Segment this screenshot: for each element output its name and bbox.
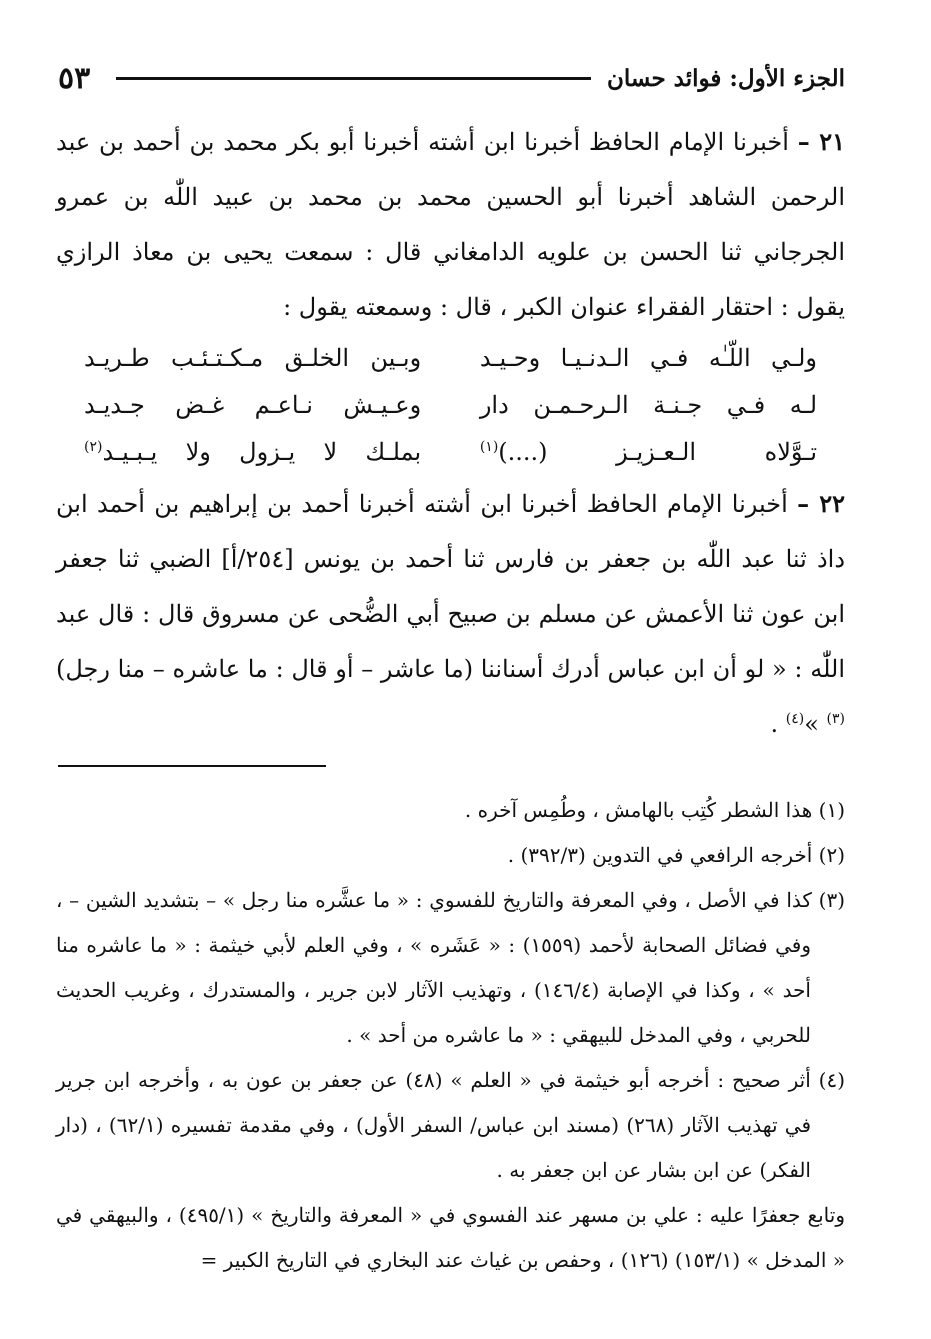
- poem-verse: [56, 382, 845, 429]
- footnote-ref: (٢): [84, 439, 103, 455]
- footnote-separator: [58, 765, 326, 767]
- sentence-end: .: [770, 710, 786, 738]
- hadith-text: أخبرنا الإمام الحافظ أخبرنا ابن أشته أخبرنا أحمد بن إبراهيم بن أحمد ابن داذ ثنا عبد اللّٰه بن جعفر بن فارس ثنا أحمد بن يونس [٢٥٤/أ] الضبي ثنا جعفر ابن عون ثنا الأعمش عن مسلم بن صبيح أبي الضُّحى عن مسروق قال : قال عبد اللّٰه : « لو أن ابن عباس أدرك أسناننا (ما عاشر – أو قال : ما عاشره – منا رجل): [56, 490, 846, 683]
- verse-second-hemistich: وعـيـش نـاعـم غـض جـديـد: [84, 391, 422, 419]
- footnotes: [56, 788, 845, 1283]
- page-header: [58, 56, 845, 100]
- verse-first-hemistich: ولـي اللّـٰه فـي الـدنـيـا وحـيـد: [479, 344, 817, 372]
- footnote-ref: (٤): [785, 711, 805, 727]
- verse-first-hemistich: [480, 429, 817, 476]
- poem-verse: [56, 335, 845, 382]
- hadith-text: أخبرنا الإمام الحافظ أخبرنا ابن أشته أخبرنا أبو بكر محمد بن أحمد بن عبد الرحمن الشاهد أخبرنا أبو الحسين محمد بن محمد بن عبيد اللّٰه بن عمرو الجرجاني ثنا الحسن بن علويه الدامغاني قال : سمعت يحيى بن معاذ الرازي يقول : احتقار الفقراء عنوان الكبر ، قال : وسمعته يقول :: [56, 128, 845, 321]
- poem-verse: [56, 429, 845, 476]
- main-text: [56, 114, 845, 752]
- footnote-4-continued: وتابع جعفرًا عليه : علي بن مسهر عند الفسوي في « المعرفة والتاريخ » (٤٩٥/١) ، والبيهقي في « المدخل » (١٥٣/١) (١٢٦) ، وحفص بن غياث عند البخاري في التاريخ الكبير =: [56, 1203, 846, 1272]
- running-title: الجزء الأول: فوائد حسان: [607, 64, 845, 92]
- page-number: ٥٣: [58, 60, 91, 96]
- verse-second-hemistich: وبـين الخلـق مـكـتـئـب طـريـد: [84, 344, 422, 372]
- footnote-ref: (١): [479, 439, 499, 455]
- verse-first-hemistich: لـه فـي جـنـة الـرحـمـن دار: [479, 391, 817, 419]
- verse-second-hemistich: [84, 429, 421, 476]
- hadith-number: ٢٢ –: [797, 489, 845, 518]
- quote-close: »: [804, 710, 827, 738]
- footnote-ref: (٣): [826, 711, 845, 727]
- footnote-4: (٤) أثر صحيح : أخرجه أبو خيثمة في « العلم » (٤٨) عن جعفر بن عون به ، وأخرجه ابن جرير في تهذيب الآثار (٢٦٨) (مسند ابن عباس/ السفر الأول) ، وفي مقدمة تفسيره (٦٢/١) ، (دار الفكر) عن ابن بشار عن ابن جعفر به .: [56, 1068, 845, 1182]
- header-rule: [116, 77, 591, 80]
- footnote-1: (١) هذا الشطر كُتِب بالهامش ، وطُمِس آخره .: [464, 798, 845, 822]
- verse-text: بملـك لا يـزول ولا يـبـيـد: [102, 438, 422, 466]
- verse-text: تـوَّلاه الـعـزيـز (....): [498, 438, 817, 466]
- footnote-3: (٣) كذا في الأصل ، وفي المعرفة والتاريخ للفسوي : « ما عشَّره منا رجل » – بتشديد الشين – ، وفي فضائل الصحابة لأحمد (١٥٥٩) : « عَشَره » ، وفي العلم لأبي خيثمة : « ما عاشره منا أحد » ، وكذا في الإصابة (١٤٦/٤) ، وتهذيب الآثار لابن جرير ، والمستدرك ، وغريب الحديث للحربي ، وفي المدخل للبيهقي : « ما عاشره من أحد » .: [56, 888, 845, 1047]
- footnote-2: (٢) أخرجه الرافعي في التدوين (٣٩٢/٣) .: [507, 843, 845, 867]
- hadith-22: [56, 476, 845, 752]
- poem: [56, 335, 845, 476]
- hadith-21: [56, 114, 845, 335]
- hadith-number: ٢١ –: [797, 127, 845, 156]
